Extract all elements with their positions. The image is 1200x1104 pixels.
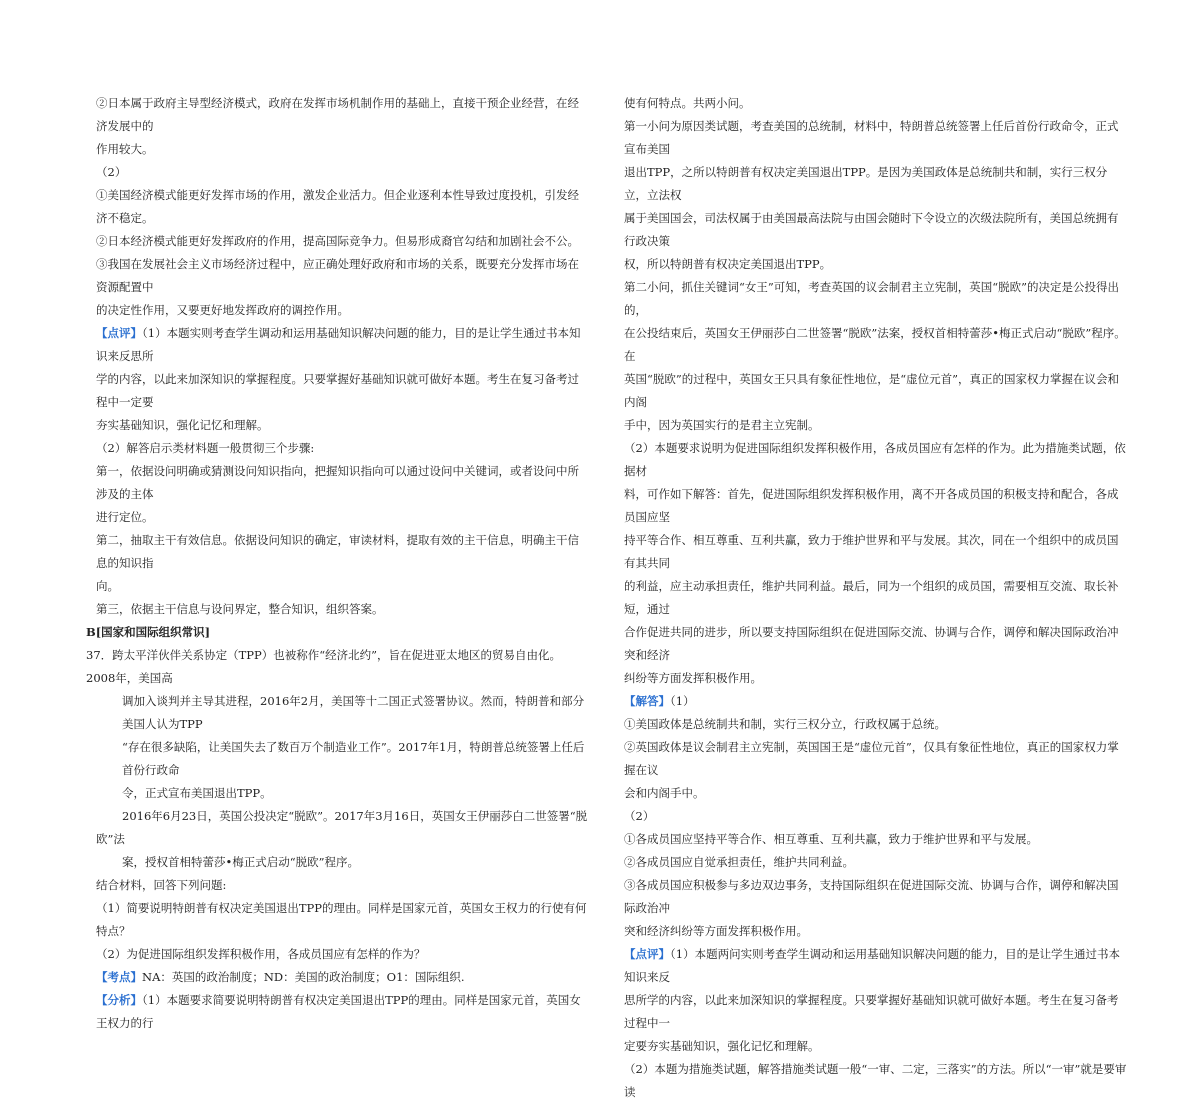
text-line: 权，所以特朗普有权决定美国退出TPP。 xyxy=(624,257,832,271)
comment-text: （1）本题两问实则考查学生调动和运用基础知识解决问题的能力，目的是让学生通过书本知识来反 xyxy=(624,947,1121,984)
text-line: 的决定性作用，又要更好地发挥政府的调控作用。 xyxy=(96,303,349,317)
text-line: 第三，依据主干信息与设问界定，整合知识，组织答案。 xyxy=(96,602,384,616)
comment-tag: 【点评】 xyxy=(96,326,142,340)
answer-line xyxy=(624,690,1128,713)
kaodian-tag: 【考点】 xyxy=(96,970,142,984)
text-line: ③各成员国应积极参与多边双边事务，支持国际组织在促进国际交流、协调与合作，调停和解决国际政治冲 xyxy=(624,878,1119,915)
text-line: 第一小问为原因类试题，考查美国的总统制，材料中，特朗普总统签署上任后首份行政命令，正式宣布美国 xyxy=(624,119,1119,156)
answer-text: （1） xyxy=(670,694,695,708)
text-line: ①各成员国应坚持平等合作、相互尊重、互利共赢，致力于维护世界和平与发展。 xyxy=(624,832,1038,846)
text-line: 第一，依据设问明确或猜测设问知识指向，把握知识指向可以通过设问中关键词，或者设问中所涉及的主体 xyxy=(96,464,579,501)
text-line: ③我国在发展社会主义市场经济过程中，应正确处理好政府和市场的关系，既要充分发挥市场在资源配置中 xyxy=(96,257,579,294)
text-line: ②各成员国应自觉承担责任，维护共同利益。 xyxy=(624,855,854,869)
text-line: 思所学的内容，以此来加深知识的掌握程度。只要掌握好基础知识就可做好本题。考生在复习备考过程中一 xyxy=(624,993,1119,1030)
text-line: 第二，抽取主干有效信息。依据设问知识的确定，审读材料，提取有效的主干信息，明确主干信息的知识指 xyxy=(96,533,579,570)
text-line: 定要夯实基础知识，强化记忆和理解。 xyxy=(624,1039,820,1053)
text-line: （2） xyxy=(96,165,127,179)
prompt-line: 结合材料，回答下列问题: xyxy=(96,878,227,892)
text-line: ②日本经济模式能更好发挥政府的作用，提高国际竞争力。但易形成裔官勾结和加剧社会不公。 xyxy=(96,234,579,248)
question-line: 37．跨太平洋伙伴关系协定（TPP）也被称作“经济北约”，旨在促进亚太地区的贸易自由化。2008年，美国高 xyxy=(86,648,562,685)
analysis-tag: 【分析】 xyxy=(96,993,142,1007)
text-line: 持平等合作、相互尊重、互利共赢，致力于维护世界和平与发展。其次，同在一个组织中的成员国有其共同 xyxy=(624,533,1119,570)
text-line: 使有何特点。共两小问。 xyxy=(624,96,751,110)
text-line: 在公投结束后，英国女王伊丽莎白二世签署“脱欧”法案，授权首相特蕾莎•梅正式启动“脱欧”程序。在 xyxy=(624,326,1126,363)
comment-text: （1）本题实则考查学生调动和运用基础知识解决问题的能力，目的是让学生通过书本知识来反思所 xyxy=(96,326,581,363)
kaodian-text: NA：英国的政治制度；ND：美国的政治制度；O1：国际组织. xyxy=(142,970,465,984)
section-title: B[国家和国际组织常识] xyxy=(86,625,211,639)
right-column xyxy=(624,92,1128,1104)
text-line: ①美国政体是总统制共和制，实行三权分立，行政权属于总统。 xyxy=(624,717,946,731)
text-line: 合作促进共同的进步，所以要支持国际组织在促进国际交流、协调与合作，调停和解决国际政治冲突和经济 xyxy=(624,625,1119,662)
left-column xyxy=(86,92,590,1035)
text-line: （2） xyxy=(624,809,655,823)
text-line: 纠纷等方面发挥积极作用。 xyxy=(624,671,762,685)
sub-question: （2）为促进国际组织发挥积极作用，各成员国应有怎样的作为？ xyxy=(96,947,426,961)
text-line: 突和经济纠纷等方面发挥积极作用。 xyxy=(624,924,808,938)
text-line: 夯实基础知识，强化记忆和理解。 xyxy=(96,418,269,432)
question-line: 调加入谈判并主导其进程，2016年2月，美国等十二国正式签署协议。然而，特朗普和部分美国人认为TPP xyxy=(122,694,585,731)
comment-line xyxy=(86,322,590,368)
question-line: 2016年6月23日，英国公投决定“脱欧”。2017年3月16日，英国女王伊丽莎白二世签署“脱欧”法 xyxy=(96,809,588,846)
text-line: 属于美国国会，司法权属于由美国最高法院与由国会随时下令设立的次级法院所有，美国总统拥有行政决策 xyxy=(624,211,1119,248)
question-line: 案，授权首相特蕾莎•梅正式启动“脱欧”程序。 xyxy=(122,855,360,869)
text-line: 进行定位。 xyxy=(96,510,154,524)
text-line: 第二小问，抓住关键词“女王”可知，考查英国的议会制君主立宪制，英国“脱欧”的决定是公投得出的， xyxy=(624,280,1120,317)
comment-line xyxy=(624,943,1128,989)
kaodian-line xyxy=(86,966,590,989)
answer-tag: 【解答】 xyxy=(624,694,670,708)
text-line: 英国“脱欧”的过程中，英国女王只具有象征性地位，是“虚位元首”，真正的国家权力掌握在议会和内阁 xyxy=(624,372,1120,409)
text-line: 料，可作如下解答：首先，促进国际组织发挥积极作用，离不开各成员国的积极支持和配合，各成员国应坚 xyxy=(624,487,1119,524)
text-line: （2）本题为措施类试题，解答措施类试题一般“一审、二定，三落实”的方法。所以“一审”就是要审读 xyxy=(624,1062,1127,1099)
text-line: 会和内阁手中。 xyxy=(624,786,705,800)
question-line: “存在很多缺陷，让美国失去了数百万个制造业工作”。2017年1月，特朗普总统签署上任后首份行政命 xyxy=(122,740,585,777)
text-line: ②日本属于政府主导型经济模式，政府在发挥市场机制作用的基础上，直接干预企业经营，在经济发展中的 xyxy=(96,96,579,133)
text-line: 手中，因为英国实行的是君主立宪制。 xyxy=(624,418,820,432)
sub-question: （1）简要说明特朗普有权决定美国退出TPP的理由。同样是国家元首，英国女王权力的行使有何特点？ xyxy=(96,901,587,938)
text-line: （2）本题要求说明为促进国际组织发挥积极作用，各成员国应有怎样的作为。此为措施类试题，依据材 xyxy=(624,441,1126,478)
text-line: 向。 xyxy=(96,579,119,593)
analysis-text: （1）本题要求简要说明特朗普有权决定美国退出TPP的理由。同样是国家元首，英国女王权力的行 xyxy=(96,993,581,1030)
comment-tag: 【点评】 xyxy=(624,947,670,961)
text-line: 退出TPP，之所以特朗普有权决定美国退出TPP。是因为美国政体是总统制共和制，实行三权分立，立法权 xyxy=(624,165,1108,202)
analysis-line xyxy=(86,989,590,1035)
text-line: 的利益，应主动承担责任，维护共同利益。最后，同为一个组织的成员国，需要相互交流、取长补短，通过 xyxy=(624,579,1119,616)
question-line: 令，正式宣布美国退出TPP。 xyxy=(122,786,272,800)
text-line: （2）解答启示类材料题一般贯彻三个步骤: xyxy=(96,441,315,455)
text-line: ①美国经济模式能更好发挥市场的作用，激发企业活力。但企业逐利本性导致过度投机，引发经济不稳定。 xyxy=(96,188,579,225)
text-line: 作用较大。 xyxy=(96,142,154,156)
text-line: 学的内容，以此来加深知识的掌握程度。只要掌握好基础知识就可做好本题。考生在复习备考过程中一定要 xyxy=(96,372,579,409)
text-line: ②英国政体是议会制君主立宪制，英国国王是“虚位元首”，仅具有象征性地位，真正的国家权力掌握在议 xyxy=(624,740,1119,777)
